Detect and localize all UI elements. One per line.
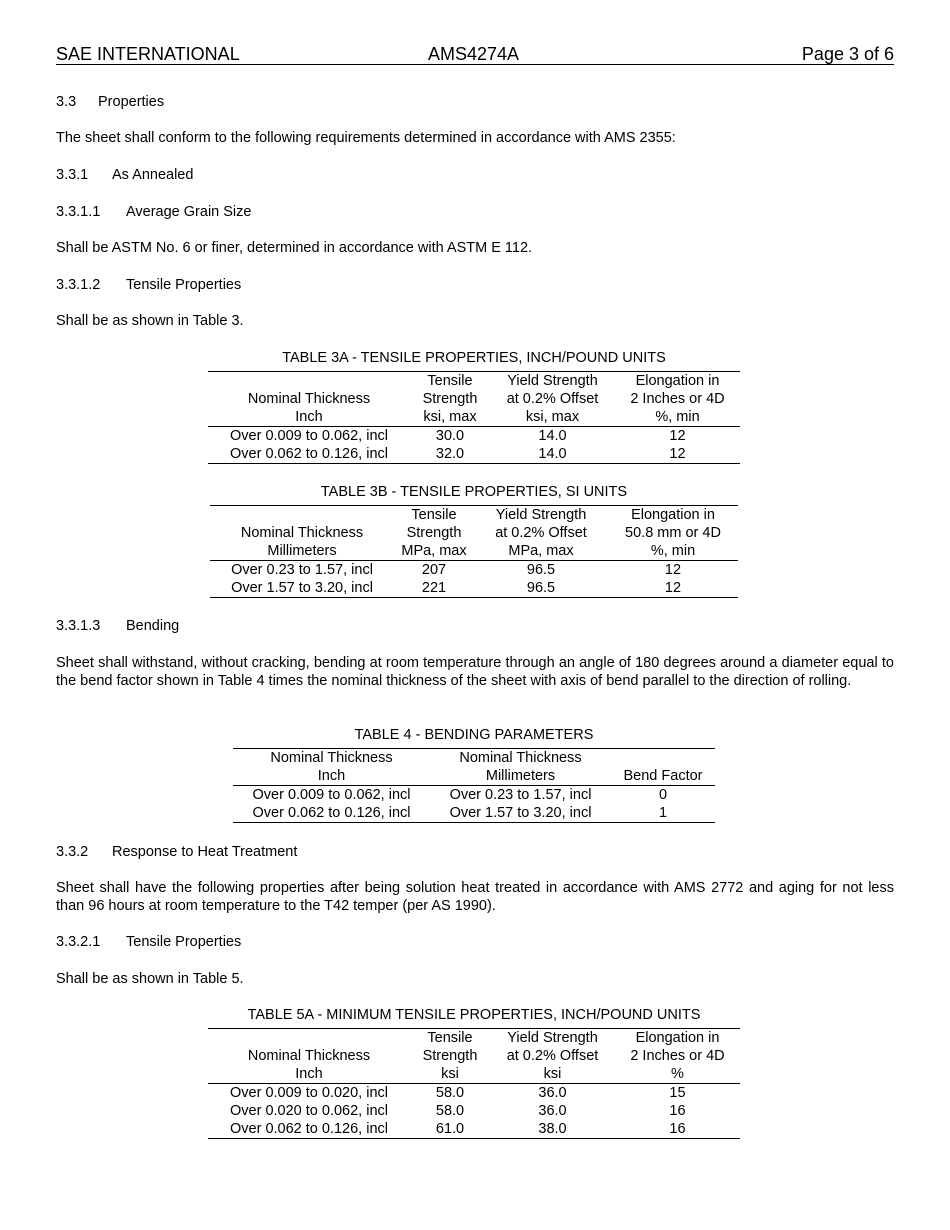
- section-heading-3-3-1-2: 3.3.1.2 Tensile Properties: [56, 277, 242, 293]
- table-4-caption: TABLE 4 - BENDING PARAMETERS: [354, 727, 594, 743]
- table-5a-caption: TABLE 5A - MINIMUM TENSILE PROPERTIES, INCH/POUND UNITS: [247, 1007, 701, 1023]
- table-row: Over 0.009 to 0.062, incl Over 0.23 to 1.57, incl 0: [252, 787, 668, 803]
- table-row: Over 0.009 to 0.020, incl 58.0 36.0 15: [230, 1085, 686, 1101]
- section-heading-3-3-2-1: 3.3.2.1 Tensile Properties: [56, 934, 242, 950]
- table-row: Over 0.062 to 0.126, incl 61.0 38.0 16: [208, 1120, 740, 1139]
- table-row: Over 0.020 to 0.062, incl 58.0 36.0 16: [230, 1103, 686, 1119]
- paragraph-3-3-1-1: Shall be ASTM No. 6 or finer, determined in accordance with ASTM E 112.: [56, 240, 533, 256]
- table-3a-header-tensile: Tensile Strength ksi, max: [422, 373, 478, 425]
- table-3b-header-thickness: Nominal Thickness Millimeters: [240, 525, 364, 559]
- table-3b-header-elongation: Elongation in 50.8 mm or 4D %, min: [625, 507, 721, 559]
- table-5a: [208, 1028, 740, 1139]
- table-4: [233, 748, 715, 823]
- table-row: Over 0.062 to 0.126, incl Over 1.57 to 3.20, incl 1: [233, 804, 715, 823]
- table-row: Over 0.009 to 0.062, incl 30.0 14.0 12: [230, 428, 686, 444]
- table-row: Over 1.57 to 3.20, incl 221 96.5 12: [210, 579, 738, 598]
- table-5a-header-elongation: Elongation in 2 Inches or 4D %: [630, 1030, 725, 1082]
- table-5a-header-yield: Yield Strength at 0.2% Offset ksi: [506, 1030, 599, 1082]
- section-heading-3-3-1-1: 3.3.1.1 Average Grain Size: [56, 204, 252, 220]
- table-3a-header-yield: Yield Strength at 0.2% Offset ksi, max: [506, 373, 599, 425]
- paragraph-3-3: The sheet shall conform to the following requirements determined in accordance with AMS 2355:: [56, 130, 676, 146]
- table-4-header-mm: Nominal Thickness Millimeters: [459, 750, 582, 784]
- organization-name: SAE INTERNATIONAL: [56, 44, 240, 64]
- table-3a-header-elongation: Elongation in 2 Inches or 4D %, min: [630, 373, 725, 425]
- table-3b-header-yield: Yield Strength at 0.2% Offset MPa, max: [495, 507, 587, 559]
- table-3b-header-tensile: Tensile Strength MPa, max: [401, 507, 467, 559]
- paragraph-3-3-1-2: Shall be as shown in Table 3.: [56, 313, 244, 329]
- table-4-header-inch: Nominal Thickness Inch: [270, 750, 393, 784]
- table-3a-header-thickness: Nominal Thickness Inch: [247, 391, 371, 425]
- document-id: AMS4274A: [428, 44, 520, 64]
- section-heading-3-3: 3.3 Properties: [56, 94, 165, 110]
- page-header: [56, 44, 894, 65]
- table-5a-header-tensile: Tensile Strength ksi: [422, 1030, 478, 1082]
- page-number: Page 3 of 6: [801, 44, 894, 64]
- table-row: Over 0.062 to 0.126, incl 32.0 14.0 12: [208, 445, 740, 464]
- section-heading-3-3-1: 3.3.1 As Annealed: [56, 167, 194, 183]
- section-heading-3-3-1-3: 3.3.1.3 Bending: [56, 618, 180, 634]
- table-4-header-bend-factor: Bend Factor: [623, 768, 703, 784]
- paragraph-3-3-2-1: Shall be as shown in Table 5.: [56, 971, 244, 987]
- table-3a-caption: TABLE 3A - TENSILE PROPERTIES, INCH/POUND UNITS: [282, 350, 666, 366]
- paragraph-3-3-2: Sheet shall have the following properties after being solution heat treated in accordance with AMS 2772 and aging for not less than 96 hours at room temperature to the T42 temper (per AS 1990).: [56, 880, 894, 914]
- table-3b: [210, 505, 738, 598]
- table-3a: [208, 371, 740, 464]
- table-3b-caption: TABLE 3B - TENSILE PROPERTIES, SI UNITS: [320, 484, 628, 500]
- section-heading-3-3-2: 3.3.2 Response to Heat Treatment: [56, 844, 298, 860]
- table-row: Over 0.23 to 1.57, incl 207 96.5 12: [231, 562, 682, 578]
- paragraph-3-3-1-3: Sheet shall withstand, without cracking, bending at room temperature through an angle of 180 degrees around a diameter equal to the bend factor shown in Table 4 times the nominal thickness of the sheet with axis of bend parallel to the direction of rolling.: [56, 655, 894, 689]
- table-5a-header-thickness: Nominal Thickness Inch: [247, 1048, 371, 1082]
